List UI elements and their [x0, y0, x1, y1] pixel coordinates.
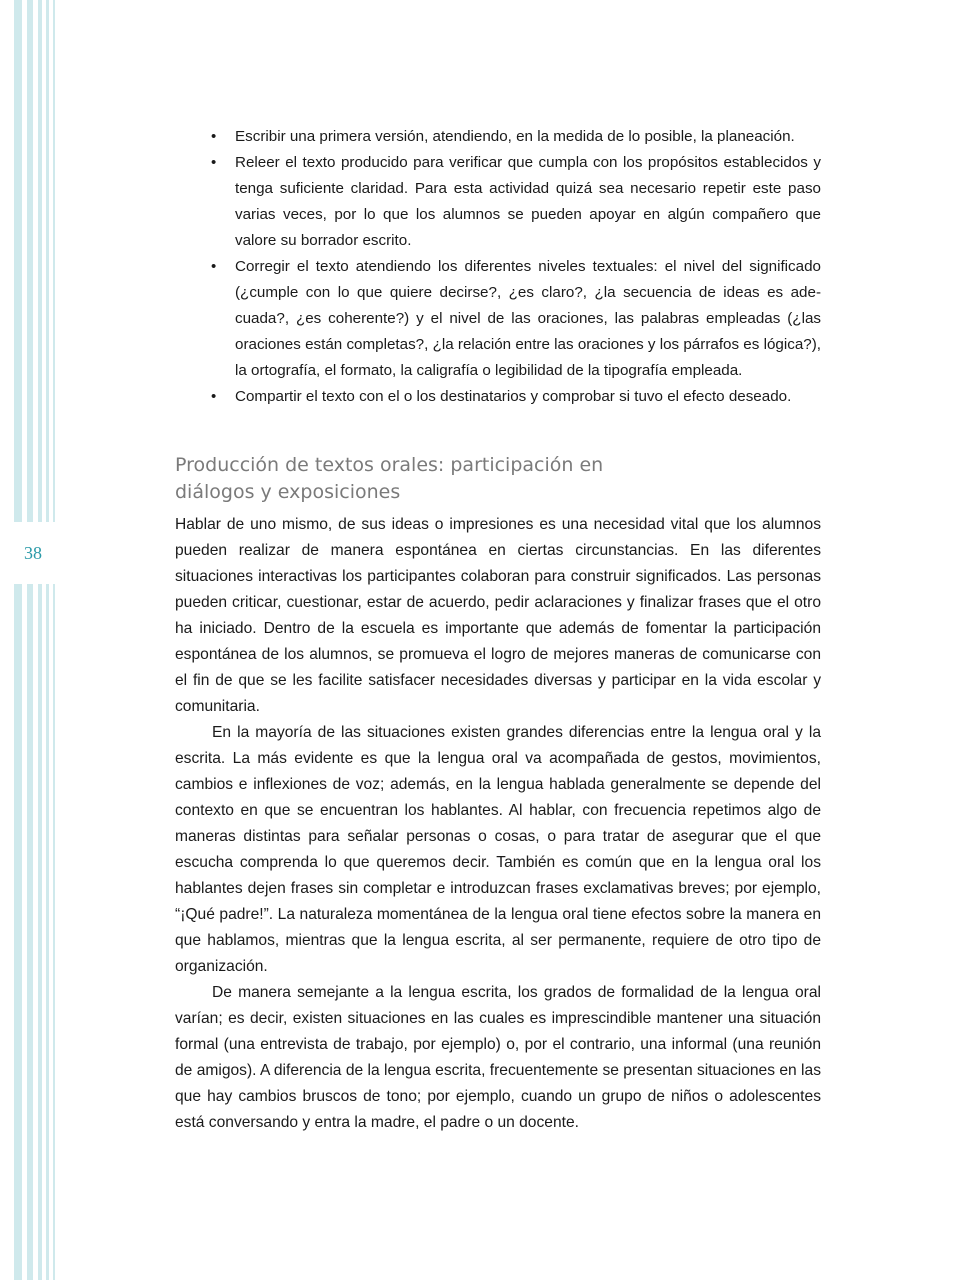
list-item-text: Corregir el texto atendiendo los diferentes niveles textuales: el nivel del significado (¿cumple con lo que quiere decirse?, ¿es claro?, ¿la secuencia de ideas es adecuada?, ¿es coherente?) y el nivel de las oraciones, las palabras empleadas (¿las oraciones están completas?, ¿la relación entre las oraciones y los párrafos es lógica?), la ortografía, el formato, la caligrafía o legibilidad de la tipografía empleada. [235, 258, 821, 379]
list-item [211, 254, 821, 384]
stripes-bottom-segment [0, 584, 60, 1280]
paragraph: Hablar de uno mismo, de sus ideas o impresiones es una necesidad vital que los alumnos pueden realizar de manera espontánea en ciertas circunstancias. En las diferentes situaciones interactivas los participantes colaboran para construir significados. Las personas pueden criticar, cuestionar, estar de acuerdo, pedir aclaraciones y finalizar frases que el otro ha iniciado. Dentro de la escuela es importante que además de fomentar la participación espontánea de los alumnos, se promueva el logro de mejores maneras de comunicarse con el fin de que se les facilite satisfacer necesidades diversas y participar en la vida escolar y comunitaria. [175, 516, 821, 715]
decorative-margin-stripes [0, 0, 60, 1280]
list-item-text: Escribir una primera versión, atendiendo, en la medida de lo posible, la planeación. [235, 128, 795, 145]
list-item [211, 384, 821, 410]
paragraph: De manera semejante a la lengua escrita, los grados de formalidad de la lengua oral varían; es decir, existen situaciones en las cuales es imprescindible mantener una situación formal (una entrevista de trabajo, por ejemplo) o, por el contrario, una informal (una reunión de amigos). A diferencia de la lengua escrita, frecuentemente se presentan situaciones en las que hay cambios bruscos de tono; por ejemplo, cuando un grupo de niños o adolescentes está conversando y entra la madre, el padre o un docente. [175, 984, 821, 1131]
bullet-list [211, 124, 821, 410]
list-item-text: Releer el texto producido para verificar que cumpla con los propósitos establecidos y tenga suficiente claridad. Para esta actividad quizá sea necesario repetir este paso varias veces, por lo que los alumnos se pueden apoyar en algún compañero que valore su borrador escrito. [235, 154, 821, 249]
section-title: Producción de textos orales: participación en diálogos y exposiciones [175, 454, 604, 503]
paragraph: En la mayoría de las situaciones existen grandes diferencias entre la lengua oral y la escrita. La más evidente es que la lengua oral va acompañada de gestos, movimientos, cambios e inflexiones de voz; además, en la lengua hablada generalmente se depende del contexto en que se encuentran los hablantes. Al hablar, con frecuencia repetimos algo de maneras distintas para señalar personas o cosas, o para tratar de asegurar que el que escucha comprenda lo que queremos decir. También es común que en la lengua oral los hablantes dejen frases sin completar e introduzcan frases exclamativas breves; por ejemplo, “¡Qué padre!”. La naturaleza momentánea de la lengua oral tiene efectos sobre la manera en que hablamos, mientras que la lengua escrita, al ser permanente, requiere de otro tipo de organización. [175, 724, 821, 975]
bullet-icon: • [211, 258, 217, 275]
list-item [211, 124, 821, 150]
bullet-icon: • [211, 128, 217, 145]
page-number: 38 [24, 543, 42, 563]
bullet-icon: • [211, 388, 217, 405]
list-item-text: Compartir el texto con el o los destinatarios y comprobar si tuvo el efecto deseado. [235, 388, 792, 405]
stripes-top-segment [0, 0, 60, 522]
bullet-icon: • [211, 154, 217, 171]
list-item [211, 150, 821, 254]
page-content [175, 124, 821, 1136]
